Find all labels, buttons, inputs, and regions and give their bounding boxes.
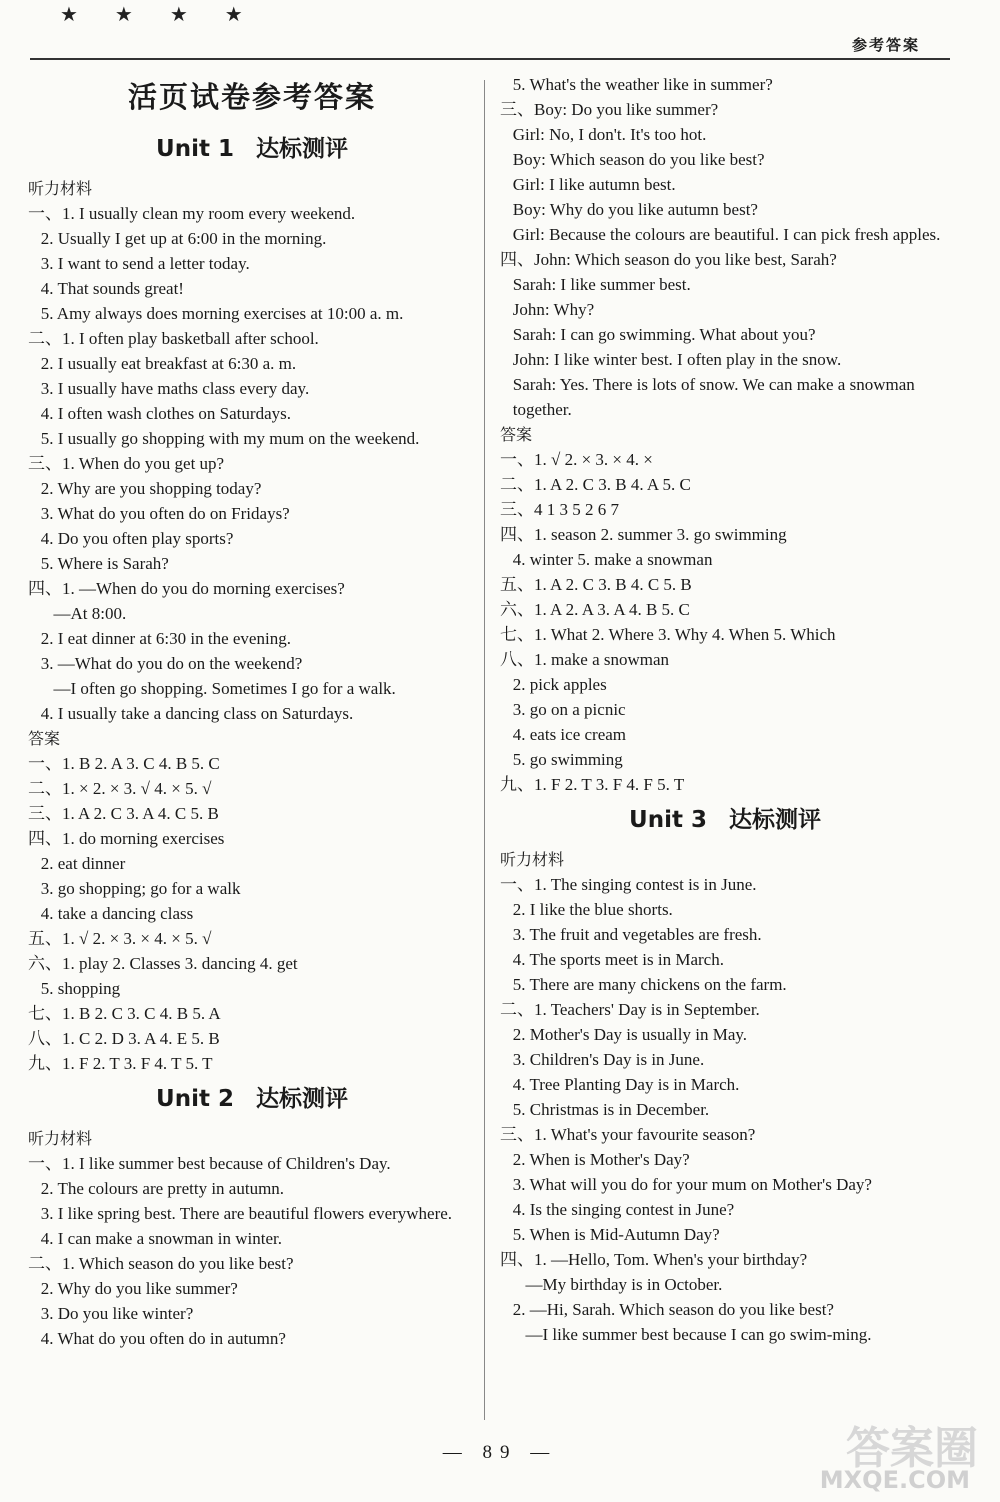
line-text: 1. —When do you do morning exercises? bbox=[62, 579, 345, 598]
answer-line bbox=[500, 647, 950, 672]
line-text: 1. A 2. C 3. A 4. C 5. B bbox=[62, 804, 219, 823]
right-column bbox=[500, 72, 950, 1347]
answer-line bbox=[500, 772, 950, 797]
answer-line bbox=[28, 926, 476, 951]
page-number: — 89 — bbox=[442, 1442, 558, 1463]
line-text: 3. What will you do for your mum on Mother's Day? bbox=[512, 1175, 872, 1194]
line-number bbox=[500, 172, 513, 197]
answer-line bbox=[28, 1026, 476, 1051]
line-text: John: I like winter best. I often play in the snow. bbox=[512, 350, 842, 369]
line-number bbox=[500, 347, 513, 372]
line-text: 2. —Hi, Sarah. Which season do you like best? bbox=[512, 1300, 834, 1319]
answer-line bbox=[28, 301, 476, 326]
line-number: 四、 bbox=[28, 579, 62, 598]
answer-line bbox=[28, 1301, 476, 1326]
line-text: 1. I like summer best because of Children's Day. bbox=[62, 1154, 391, 1173]
watermark-url: MXQE.COM bbox=[819, 1466, 970, 1494]
line-text: 5. What's the weather like in summer? bbox=[512, 75, 773, 94]
answer-line bbox=[500, 247, 950, 272]
line-text: 2. I usually eat breakfast at 6:30 a. m. bbox=[40, 354, 297, 373]
answer-line bbox=[500, 872, 950, 897]
answer-line bbox=[28, 1001, 476, 1026]
line-text: 5. shopping bbox=[40, 979, 121, 998]
answer-line bbox=[500, 922, 950, 947]
answer-line bbox=[500, 747, 950, 772]
line-number bbox=[500, 222, 513, 247]
answer-line bbox=[28, 626, 476, 651]
line-number bbox=[28, 1176, 41, 1201]
section-label: 答案 bbox=[28, 729, 61, 748]
answer-line bbox=[500, 947, 950, 972]
line-text: 5. Amy always does morning exercises at 10:00 a. m. bbox=[40, 304, 404, 323]
line-text: 5. Where is Sarah? bbox=[40, 554, 169, 573]
answer-line bbox=[500, 597, 950, 622]
line-number: 三、 bbox=[500, 100, 534, 119]
section-label: 听力材料 bbox=[500, 850, 565, 869]
watermark-logo: 答案圈 bbox=[846, 1423, 978, 1474]
line-text: 4. eats ice cream bbox=[512, 725, 627, 744]
line-text: —At 8:00. bbox=[53, 604, 127, 623]
answer-line bbox=[500, 697, 950, 722]
answer-line bbox=[500, 522, 950, 547]
line-number bbox=[28, 1276, 41, 1301]
answer-line bbox=[28, 1226, 476, 1251]
answer-line bbox=[500, 222, 950, 247]
line-text: 3. I like spring best. There are beautiful flowers everywhere. bbox=[40, 1204, 453, 1223]
answer-line bbox=[28, 401, 476, 426]
line-number bbox=[500, 1022, 513, 1047]
answer-line bbox=[500, 272, 950, 297]
line-text: 4. take a dancing class bbox=[40, 904, 194, 923]
line-number: 四、 bbox=[500, 250, 534, 269]
unit-label: Unit 3 bbox=[629, 807, 707, 833]
line-text: 4. Tree Planting Day is in March. bbox=[512, 1075, 740, 1094]
line-number bbox=[500, 972, 513, 997]
line-number bbox=[500, 897, 513, 922]
answer-line bbox=[500, 72, 950, 97]
answer-line bbox=[28, 601, 476, 626]
line-number bbox=[28, 601, 54, 626]
line-text: 3. —What do you do on the weekend? bbox=[40, 654, 303, 673]
answer-line bbox=[28, 351, 476, 376]
line-text: 2. I eat dinner at 6:30 in the evening. bbox=[40, 629, 291, 648]
unit-heading bbox=[28, 1082, 476, 1116]
line-number bbox=[500, 747, 513, 772]
line-text: 3. Children's Day is in June. bbox=[512, 1050, 705, 1069]
line-text: 5. go swimming bbox=[512, 750, 623, 769]
line-number bbox=[500, 547, 513, 572]
line-text: Girl: No, I don't. It's too hot. bbox=[512, 125, 707, 144]
line-text: Boy: Which season do you like best? bbox=[512, 150, 765, 169]
answer-line bbox=[500, 897, 950, 922]
line-number bbox=[28, 226, 41, 251]
answer-line bbox=[28, 326, 476, 351]
answer-line bbox=[500, 997, 950, 1022]
line-number: 八、 bbox=[500, 650, 534, 669]
line-text: 1. season 2. summer 3. go swimming bbox=[534, 525, 787, 544]
answer-line bbox=[28, 1276, 476, 1301]
line-number bbox=[500, 1297, 513, 1322]
line-number: 六、 bbox=[28, 954, 62, 973]
header-rule bbox=[30, 58, 950, 60]
line-text: 3. I want to send a letter today. bbox=[40, 254, 250, 273]
line-text: Boy: Why do you like autumn best? bbox=[512, 200, 758, 219]
answer-line bbox=[28, 551, 476, 576]
line-text: 4. I usually take a dancing class on Saturdays. bbox=[40, 704, 354, 723]
answer-line bbox=[28, 1051, 476, 1076]
answer-line bbox=[28, 1251, 476, 1276]
line-text: 4. Is the singing contest in June? bbox=[512, 1200, 735, 1219]
answer-line bbox=[28, 701, 476, 726]
line-text: 1. I often play basketball after school. bbox=[62, 329, 319, 348]
line-text: 3. go on a picnic bbox=[512, 700, 626, 719]
header-stars: ★ ★ ★ ★ bbox=[60, 4, 259, 26]
answer-line bbox=[500, 1097, 950, 1122]
line-text: Sarah: Yes. There is lots of snow. We can make a snowman together. bbox=[512, 375, 915, 419]
answer-line bbox=[500, 1172, 950, 1197]
answer-line bbox=[28, 226, 476, 251]
unit-title: 达标测评 bbox=[255, 1086, 348, 1112]
answer-line bbox=[500, 722, 950, 747]
answer-line bbox=[28, 1151, 476, 1176]
line-text: Girl: Because the colours are beautiful. I can pick fresh apples. bbox=[512, 225, 941, 244]
unit-heading bbox=[500, 803, 950, 837]
answer-line bbox=[28, 1176, 476, 1201]
line-text: 1. What's your favourite season? bbox=[534, 1125, 756, 1144]
line-text: 3. What do you often do on Fridays? bbox=[40, 504, 290, 523]
line-text: 2. pick apples bbox=[512, 675, 607, 694]
line-text: 1. Teachers' Day is in September. bbox=[534, 1000, 760, 1019]
line-text: —My birthday is in October. bbox=[525, 1275, 723, 1294]
answer-line bbox=[500, 1297, 950, 1322]
line-text: 3. The fruit and vegetables are fresh. bbox=[512, 925, 762, 944]
line-number bbox=[500, 697, 513, 722]
line-text: 4. The sports meet is in March. bbox=[512, 950, 724, 969]
line-number bbox=[28, 1301, 41, 1326]
line-text: 2. When is Mother's Day? bbox=[512, 1150, 690, 1169]
line-number: 四、 bbox=[500, 525, 534, 544]
line-number bbox=[28, 1226, 41, 1251]
line-text: 4. I often wash clothes on Saturdays. bbox=[40, 404, 291, 423]
line-number: 九、 bbox=[500, 775, 534, 794]
line-number bbox=[500, 322, 513, 347]
answer-line bbox=[28, 801, 476, 826]
line-text: 5. Christmas is in December. bbox=[512, 1100, 710, 1119]
line-number bbox=[28, 1201, 41, 1226]
line-number bbox=[28, 426, 41, 451]
line-number bbox=[500, 1197, 513, 1222]
line-number: 二、 bbox=[28, 1254, 62, 1273]
line-text: 4. I can make a snowman in winter. bbox=[40, 1229, 282, 1248]
answer-line bbox=[28, 451, 476, 476]
line-text: 3. I usually have maths class every day. bbox=[40, 379, 310, 398]
line-number bbox=[500, 197, 513, 222]
column-divider bbox=[484, 80, 485, 1420]
page-title: 活页试卷参考答案 bbox=[127, 80, 376, 114]
line-text: 1. × 2. × 3. √ 4. × 5. √ bbox=[62, 779, 212, 798]
line-number bbox=[28, 501, 41, 526]
line-text: 1. —Hello, Tom. When's your birthday? bbox=[534, 1250, 808, 1269]
line-text: 1. The singing contest is in June. bbox=[534, 875, 757, 894]
line-number bbox=[500, 122, 513, 147]
line-number bbox=[500, 1322, 526, 1347]
answer-line bbox=[500, 972, 950, 997]
answer-line bbox=[28, 751, 476, 776]
answer-line bbox=[28, 651, 476, 676]
answer-line bbox=[500, 322, 950, 347]
answer-line bbox=[28, 676, 476, 701]
answer-line bbox=[28, 426, 476, 451]
line-text: 2. eat dinner bbox=[40, 854, 126, 873]
line-number: 三、 bbox=[28, 454, 62, 473]
line-number bbox=[500, 1072, 513, 1097]
answer-line bbox=[500, 472, 950, 497]
section-label: 答案 bbox=[500, 425, 533, 444]
answer-line bbox=[28, 1326, 476, 1351]
line-number bbox=[28, 876, 41, 901]
line-text: —I often go shopping. Sometimes I go for a walk. bbox=[53, 679, 396, 698]
line-number: 二、 bbox=[28, 329, 62, 348]
line-text: 1. do morning exercises bbox=[62, 829, 225, 848]
line-text: 1. B 2. C 3. C 4. B 5. A bbox=[62, 1004, 221, 1023]
line-number: 四、 bbox=[28, 829, 62, 848]
line-number: 五、 bbox=[500, 575, 534, 594]
line-text: 2. Why are you shopping today? bbox=[40, 479, 262, 498]
answer-line bbox=[500, 1072, 950, 1097]
answer-line bbox=[28, 576, 476, 601]
line-text: John: Why? bbox=[512, 300, 595, 319]
line-text: Sarah: I can go swimming. What about you? bbox=[512, 325, 816, 344]
answer-line bbox=[28, 526, 476, 551]
line-number: 一、 bbox=[28, 204, 62, 223]
answer-line bbox=[500, 197, 950, 222]
line-number bbox=[500, 1272, 526, 1297]
line-number: 七、 bbox=[500, 625, 534, 644]
section-label: 听力材料 bbox=[28, 179, 93, 198]
line-text: John: Which season do you like best, Sarah? bbox=[534, 250, 837, 269]
answer-line bbox=[500, 147, 950, 172]
line-text: 5. When is Mid-Autumn Day? bbox=[512, 1225, 720, 1244]
answer-line bbox=[28, 901, 476, 926]
line-number: 三、 bbox=[500, 500, 534, 519]
answer-line bbox=[500, 447, 950, 472]
line-text: 1. A 2. C 3. B 4. C 5. B bbox=[534, 575, 692, 594]
line-text: 1. make a snowman bbox=[534, 650, 670, 669]
line-number bbox=[500, 147, 513, 172]
line-number bbox=[500, 947, 513, 972]
line-number bbox=[28, 626, 41, 651]
line-text: 1. A 2. C 3. B 4. A 5. C bbox=[534, 475, 691, 494]
line-text: 2. Mother's Day is usually in May. bbox=[512, 1025, 748, 1044]
answer-line bbox=[500, 1322, 950, 1347]
unit-label: Unit 1 bbox=[156, 136, 234, 162]
line-number bbox=[500, 1047, 513, 1072]
line-text: Sarah: I like summer best. bbox=[512, 275, 691, 294]
line-number: 二、 bbox=[28, 779, 62, 798]
section-label: 听力材料 bbox=[28, 1129, 93, 1148]
answer-line bbox=[500, 1047, 950, 1072]
line-number: 一、 bbox=[28, 754, 62, 773]
line-text: 5. There are many chickens on the farm. bbox=[512, 975, 787, 994]
line-number: 三、 bbox=[28, 804, 62, 823]
answer-line bbox=[28, 976, 476, 1001]
line-number: 四、 bbox=[500, 1250, 534, 1269]
line-text: 2. Usually I get up at 6:00 in the morning. bbox=[40, 229, 327, 248]
answer-line bbox=[28, 276, 476, 301]
answer-line bbox=[500, 1247, 950, 1272]
unit-title: 达标测评 bbox=[728, 807, 821, 833]
line-number bbox=[500, 722, 513, 747]
answer-line bbox=[28, 501, 476, 526]
answer-line bbox=[500, 372, 950, 422]
line-number bbox=[28, 676, 54, 701]
answer-line bbox=[500, 172, 950, 197]
line-number bbox=[500, 672, 513, 697]
line-text: 2. Why do you like summer? bbox=[40, 1279, 238, 1298]
line-number bbox=[28, 551, 41, 576]
answer-line bbox=[500, 1222, 950, 1247]
line-text: 3. go shopping; go for a walk bbox=[40, 879, 241, 898]
answer-line bbox=[28, 876, 476, 901]
unit-label: Unit 2 bbox=[156, 1086, 234, 1112]
line-number bbox=[28, 276, 41, 301]
line-text: 1. B 2. A 3. C 4. B 5. C bbox=[62, 754, 220, 773]
line-text: 1. F 2. T 3. F 4. T 5. T bbox=[62, 1054, 213, 1073]
line-number bbox=[500, 922, 513, 947]
line-number bbox=[28, 526, 41, 551]
line-text: 1. play 2. Classes 3. dancing 4. get bbox=[62, 954, 298, 973]
line-number bbox=[28, 701, 41, 726]
answer-line bbox=[500, 297, 950, 322]
line-number bbox=[500, 1097, 513, 1122]
answer-line bbox=[500, 1147, 950, 1172]
left-column bbox=[28, 72, 476, 1351]
line-text: —I like summer best because I can go swim-ming. bbox=[525, 1325, 872, 1344]
answer-line bbox=[500, 1022, 950, 1047]
line-text: Girl: I like autumn best. bbox=[512, 175, 676, 194]
answer-line bbox=[28, 826, 476, 851]
line-text: 2. I like the blue shorts. bbox=[512, 900, 673, 919]
line-text: 4. What do you often do in autumn? bbox=[40, 1329, 286, 1348]
answer-line bbox=[28, 476, 476, 501]
line-number bbox=[28, 476, 41, 501]
answer-line bbox=[28, 951, 476, 976]
line-text: 3. Do you like winter? bbox=[40, 1304, 194, 1323]
line-number bbox=[28, 401, 41, 426]
answer-line bbox=[28, 851, 476, 876]
line-text: 4. That sounds great! bbox=[40, 279, 184, 298]
answer-line bbox=[500, 547, 950, 572]
line-number bbox=[500, 272, 513, 297]
line-text: 5. I usually go shopping with my mum on the weekend. bbox=[40, 429, 420, 448]
answer-line bbox=[500, 122, 950, 147]
line-text: 2. The colours are pretty in autumn. bbox=[40, 1179, 285, 1198]
unit-heading bbox=[28, 132, 476, 166]
line-number bbox=[500, 297, 513, 322]
line-number bbox=[28, 901, 41, 926]
line-number: 一、 bbox=[500, 875, 534, 894]
line-text: 1. I usually clean my room every weekend. bbox=[62, 204, 356, 223]
line-number: 五、 bbox=[28, 929, 62, 948]
header-label: 参考答案 bbox=[851, 36, 920, 54]
line-number bbox=[28, 651, 41, 676]
answer-line bbox=[500, 572, 950, 597]
answer-line bbox=[500, 497, 950, 522]
line-number bbox=[500, 72, 513, 97]
line-text: 1. F 2. T 3. F 4. F 5. T bbox=[534, 775, 685, 794]
answer-line bbox=[500, 347, 950, 372]
line-number bbox=[500, 1147, 513, 1172]
line-number bbox=[28, 376, 41, 401]
line-number: 三、 bbox=[500, 1125, 534, 1144]
answer-line bbox=[28, 201, 476, 226]
line-text: 4. winter 5. make a snowman bbox=[512, 550, 713, 569]
line-number: 八、 bbox=[28, 1029, 62, 1048]
line-number bbox=[28, 1326, 41, 1351]
line-number: 六、 bbox=[500, 600, 534, 619]
answer-line bbox=[500, 672, 950, 697]
answer-line bbox=[500, 622, 950, 647]
answer-line bbox=[28, 376, 476, 401]
line-number bbox=[28, 351, 41, 376]
answer-line bbox=[500, 97, 950, 122]
line-text: 1. Which season do you like best? bbox=[62, 1254, 294, 1273]
line-number bbox=[28, 851, 41, 876]
line-number bbox=[28, 251, 41, 276]
line-number: 一、 bbox=[500, 450, 534, 469]
line-text: 1. What 2. Where 3. Why 4. When 5. Which bbox=[534, 625, 836, 644]
line-text: 1. A 2. A 3. A 4. B 5. C bbox=[534, 600, 690, 619]
line-text: Boy: Do you like summer? bbox=[534, 100, 719, 119]
line-number bbox=[500, 372, 513, 422]
line-number: 九、 bbox=[28, 1054, 62, 1073]
answer-line bbox=[500, 1122, 950, 1147]
line-number: 二、 bbox=[500, 1000, 534, 1019]
answer-line bbox=[500, 1197, 950, 1222]
line-text: 4 1 3 5 2 6 7 bbox=[534, 500, 619, 519]
line-number: 二、 bbox=[500, 475, 534, 494]
line-text: 1. √ 2. × 3. × 4. × bbox=[534, 450, 653, 469]
line-text: 1. C 2. D 3. A 4. E 5. B bbox=[62, 1029, 220, 1048]
unit-title: 达标测评 bbox=[255, 136, 348, 162]
line-number bbox=[28, 976, 41, 1001]
answer-line bbox=[500, 1272, 950, 1297]
line-text: 4. Do you often play sports? bbox=[40, 529, 234, 548]
line-text: 1. √ 2. × 3. × 4. × 5. √ bbox=[62, 929, 212, 948]
line-number bbox=[500, 1172, 513, 1197]
line-number: 一、 bbox=[28, 1154, 62, 1173]
answer-line bbox=[28, 776, 476, 801]
answer-line bbox=[28, 1201, 476, 1226]
line-number bbox=[28, 301, 41, 326]
line-text: 1. When do you get up? bbox=[62, 454, 225, 473]
line-number: 七、 bbox=[28, 1004, 62, 1023]
answer-line bbox=[28, 251, 476, 276]
line-number bbox=[500, 1222, 513, 1247]
